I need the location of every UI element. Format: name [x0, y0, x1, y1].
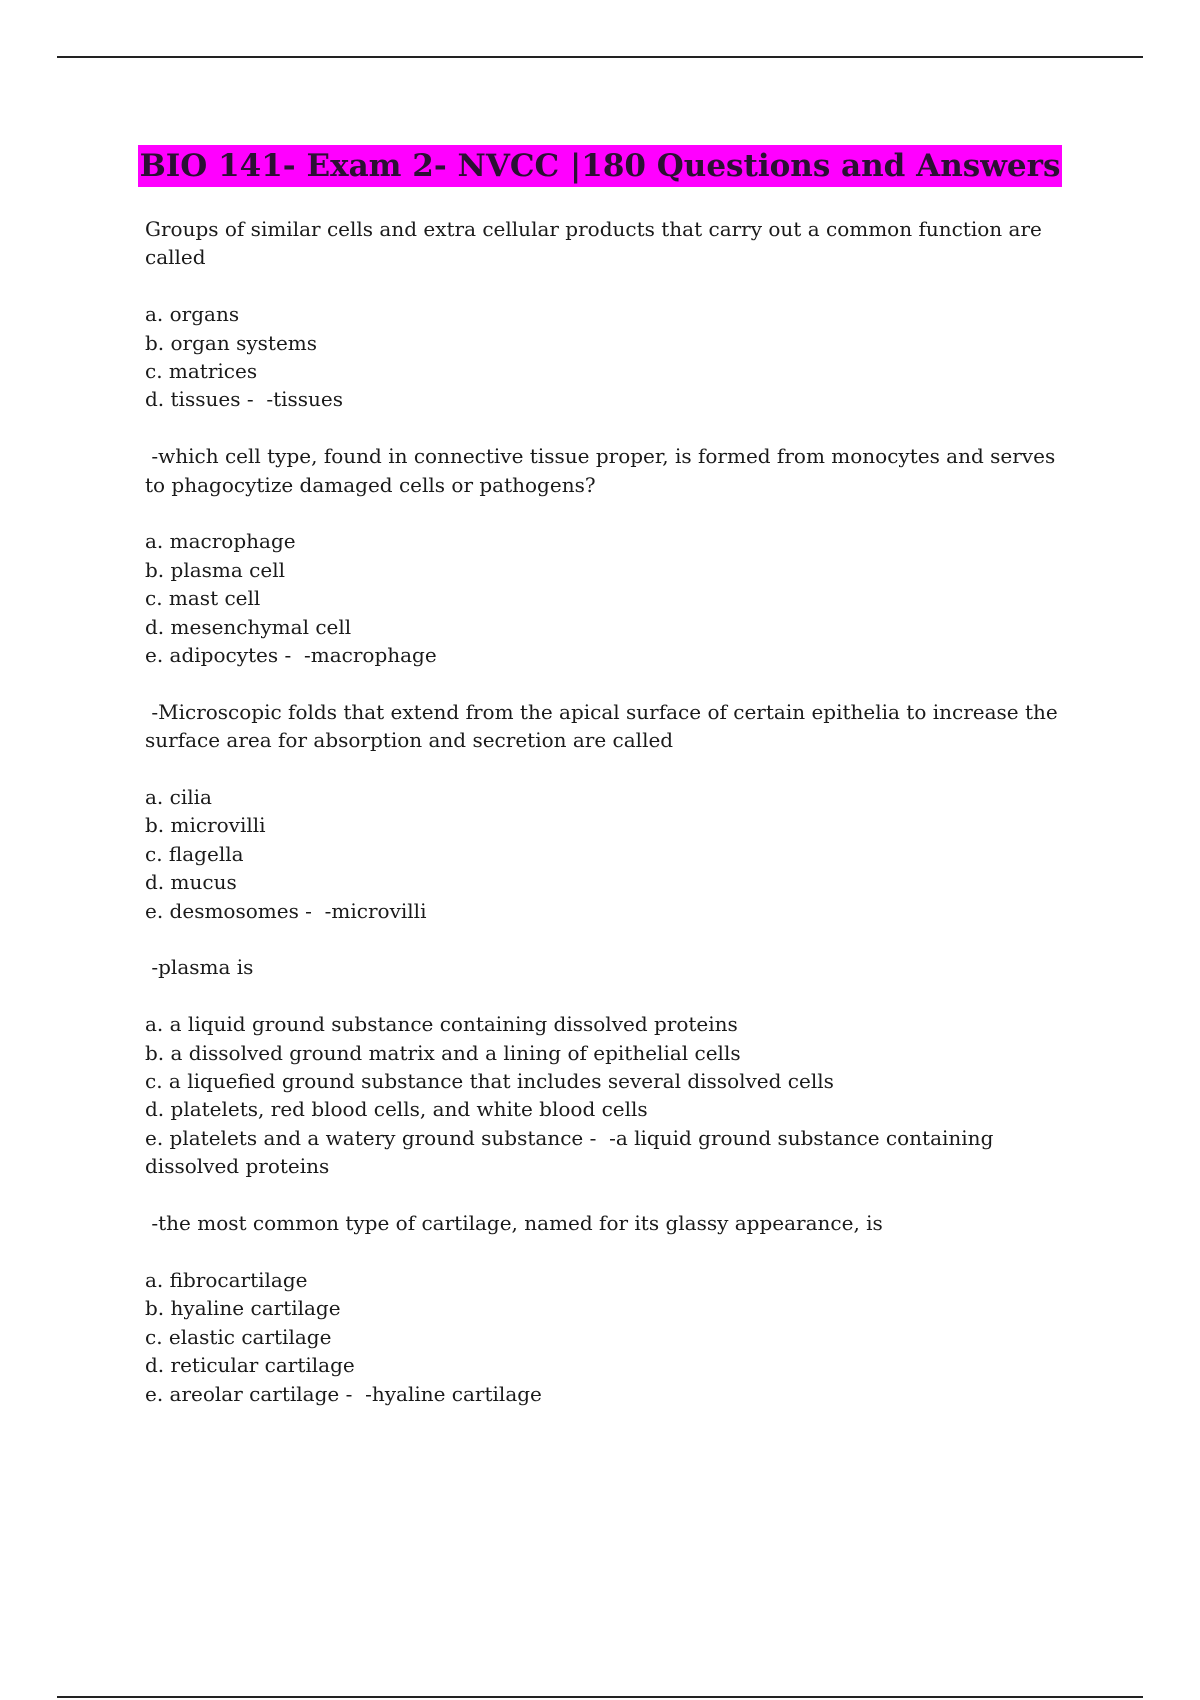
option-text: d. platelets, red blood cells, and white blood cells [145, 1097, 648, 1122]
answer-option [145, 1380, 1065, 1408]
answer-option [145, 1266, 1065, 1294]
question-list [145, 215, 1065, 1436]
document-title: BIO 141- Exam 2- NVCC |180 Questions and Answers [138, 145, 1063, 187]
answer-option [145, 357, 1065, 385]
question-block [145, 442, 1065, 669]
answer-option [145, 1095, 1065, 1123]
answer-options [145, 300, 1065, 414]
option-text: a. fibrocartilage [145, 1267, 308, 1292]
option-text: a. macrophage [145, 529, 296, 554]
answer-options [145, 527, 1065, 669]
answer-option [145, 783, 1065, 811]
answer-separator: - [339, 1381, 366, 1406]
answer-option [145, 613, 1065, 641]
correct-answer: -a liquid ground substance containing dissolved proteins [145, 1125, 994, 1179]
answer-separator: - [298, 898, 325, 923]
option-text: a. cilia [145, 785, 212, 810]
option-text: d. mesenchymal cell [145, 614, 352, 639]
option-text: c. a liquefied ground substance that includes several dissolved cells [145, 1069, 834, 1094]
question-prompt: Groups of similar cells and extra cellular products that carry out a common function are called [145, 217, 1049, 270]
answer-options [145, 783, 1065, 925]
option-text: b. microvilli [145, 813, 266, 838]
answer-option [145, 811, 1065, 839]
option-text: e. desmosomes [145, 898, 299, 923]
answer-separator: - [240, 387, 267, 412]
correct-answer: -microvilli [324, 898, 427, 923]
option-text: b. hyaline cartilage [145, 1296, 341, 1321]
answer-option [145, 1067, 1065, 1095]
option-text: c. flagella [145, 841, 244, 866]
answer-option [145, 385, 1065, 413]
answer-option [145, 1323, 1065, 1351]
option-text: e. platelets and a watery ground substance [145, 1125, 584, 1150]
option-text: e. adipocytes [145, 643, 279, 668]
answer-option [145, 897, 1065, 925]
option-text: e. areolar cartilage [145, 1381, 340, 1406]
option-text: b. organ systems [145, 330, 318, 355]
answer-option [145, 300, 1065, 328]
answer-option [145, 329, 1065, 357]
question-block [145, 215, 1065, 414]
option-text: b. a dissolved ground matrix and a lining of epithelial cells [145, 1040, 741, 1065]
answer-separator: - [583, 1125, 610, 1150]
answer-option [145, 1351, 1065, 1379]
option-text: a. organs [145, 302, 240, 327]
answer-option [145, 641, 1065, 669]
correct-answer: -hyaline cartilage [365, 1381, 542, 1406]
answer-options [145, 1010, 1065, 1180]
question-prompt: -the most common type of cartilage, named for its glassy appearance, is [145, 1211, 883, 1236]
title-block [0, 145, 1200, 187]
answer-option [145, 1039, 1065, 1067]
answer-options [145, 1266, 1065, 1408]
option-text: d. tissues [145, 387, 241, 412]
answer-option [145, 556, 1065, 584]
answer-option [145, 584, 1065, 612]
header-rule [57, 56, 1143, 58]
answer-option [145, 840, 1065, 868]
option-text: c. elastic cartilage [145, 1324, 332, 1349]
option-text: d. mucus [145, 870, 237, 895]
question-block [145, 1209, 1065, 1408]
option-text: a. a liquid ground substance containing dissolved proteins [145, 1012, 738, 1037]
option-text: c. mast cell [145, 586, 261, 611]
question-prompt: -plasma is [145, 955, 254, 980]
option-text: b. plasma cell [145, 557, 285, 582]
answer-option [145, 527, 1065, 555]
answer-option [145, 868, 1065, 896]
correct-answer: -tissues [266, 387, 344, 412]
answer-option [145, 1124, 1065, 1181]
option-text: c. matrices [145, 359, 258, 384]
answer-option [145, 1010, 1065, 1038]
answer-option [145, 1294, 1065, 1322]
question-block [145, 698, 1065, 925]
question-prompt: -Microscopic folds that extend from the apical surface of certain epithelia to increase the surface area for absorption and secretion are called [145, 699, 1065, 753]
question-block [145, 953, 1065, 1180]
question-prompt: -which cell type, found in connective tissue proper, is formed from monocytes and serves to phagocytize damaged cells or pathogens? [145, 444, 1062, 497]
footer-rule [57, 1696, 1143, 1698]
correct-answer: -macrophage [304, 643, 437, 668]
answer-separator: - [278, 643, 304, 668]
option-text: d. reticular cartilage [145, 1353, 355, 1378]
